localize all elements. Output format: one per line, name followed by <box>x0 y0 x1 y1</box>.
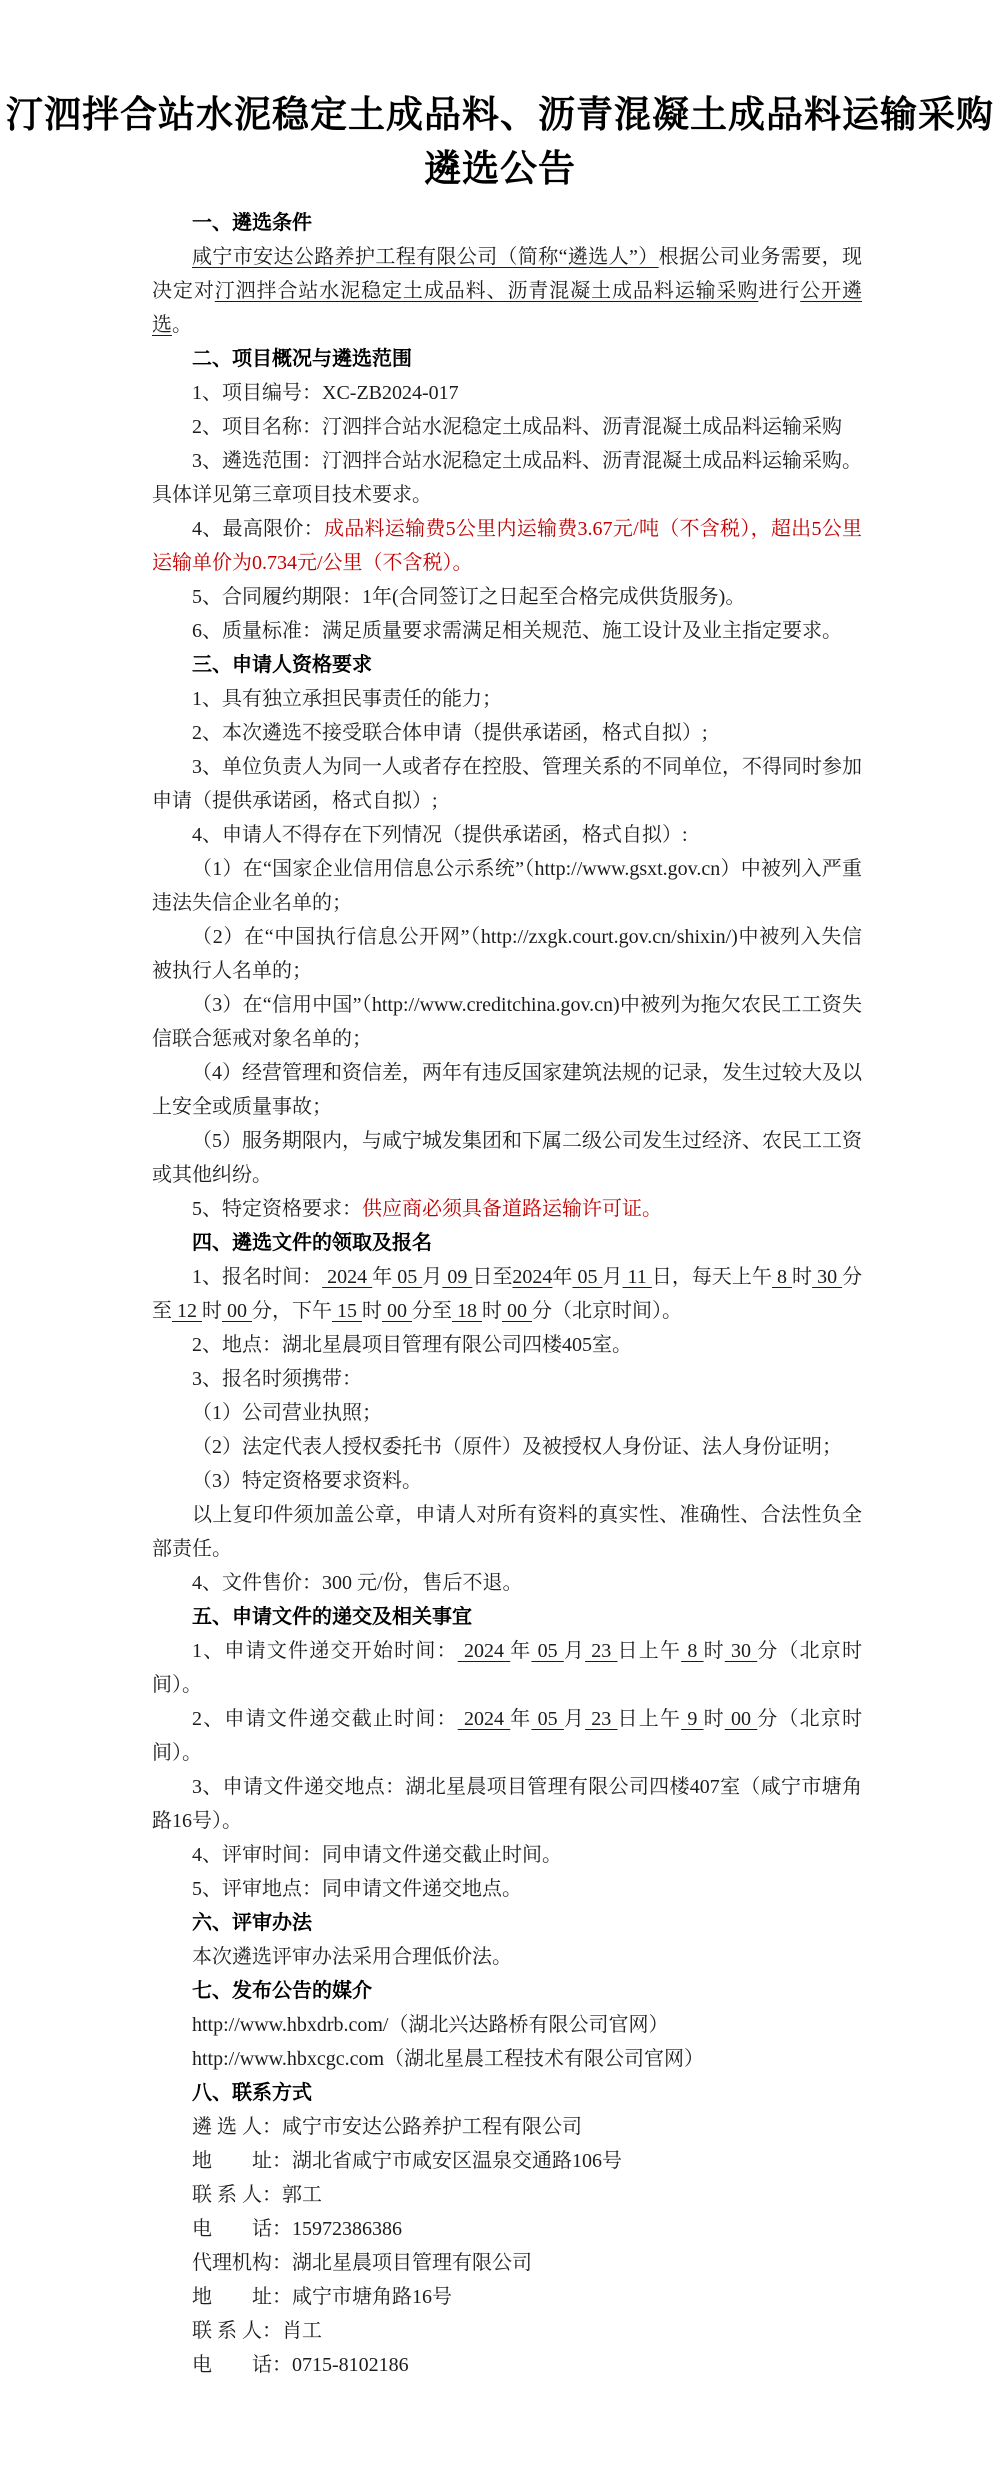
text-run: 分（北京时间）。 <box>152 1708 863 1764</box>
text-run: 月 <box>563 1640 586 1662</box>
text-run: 六、评审办法 <box>192 1912 312 1934</box>
text-run: 一、遴选条件 <box>192 212 312 234</box>
text-run: 4、评审时间：同申请文件递交截止时间。 <box>192 1844 562 1866</box>
text-run: 时 <box>792 1266 813 1288</box>
text-run: 电 话：0715-8102186 <box>192 2354 409 2376</box>
section-heading <box>152 1226 862 1260</box>
text-run: 时 <box>703 1640 725 1662</box>
paragraph <box>152 1634 862 1702</box>
text-run: 分（北京时间）。 <box>152 1640 863 1696</box>
text-run: 5、合同履约期限：1年(合同签订之日起至合格完成供货服务)。 <box>192 586 746 608</box>
underlined-text: 公开遴选 <box>152 280 863 336</box>
underlined-text: 2024 <box>457 1708 511 1730</box>
underlined-text: 00 <box>222 1300 252 1322</box>
text-run: 地 址：湖北省咸宁市咸安区温泉交通路106号 <box>192 2150 622 2172</box>
paragraph <box>152 1430 862 1464</box>
text-run: 月 <box>422 1266 443 1288</box>
section-heading <box>152 1600 862 1634</box>
text-run: 年 <box>510 1640 532 1662</box>
text-run: 八、联系方式 <box>192 2082 312 2104</box>
text-run: 5、评审地点：同申请文件递交地点。 <box>192 1878 522 1900</box>
text-run: 日上午 <box>617 1640 682 1662</box>
text-run: 1、申请文件递交开始时间： <box>192 1640 458 1662</box>
section-heading <box>152 1974 862 2008</box>
red-highlight-text: 供应商必须具备道路运输许可证。 <box>362 1198 662 1220</box>
underlined-text: 12 <box>172 1300 202 1322</box>
paragraph <box>152 2178 862 2212</box>
paragraph <box>152 852 862 920</box>
underlined-text: 05 <box>392 1266 423 1288</box>
paragraph <box>152 512 862 580</box>
underlined-text: 11 <box>622 1266 652 1288</box>
text-run: （3）在“信用中国”（http://www.creditchina.gov.cn)中被列为拖欠农民工工资失信联合惩戒对象名单的； <box>152 994 862 1050</box>
text-run: 联 系 人：肖工 <box>192 2320 322 2342</box>
paragraph <box>152 1464 862 1498</box>
underlined-text: 9 <box>681 1708 704 1730</box>
text-run: 2、申请文件递交截止时间： <box>192 1708 458 1730</box>
red-highlight-text: 成品料运输费5公里内运输费3.67元/吨（不含税），超出5公里运输单价为0.734元/公里（不含税）。 <box>152 518 863 574</box>
underlined-text: 汀泗拌合站水泥稳定土成品料、沥青混凝土成品料运输采购 <box>214 280 759 302</box>
paragraph <box>152 2314 862 2348</box>
paragraph <box>152 1498 862 1566</box>
text-run: 四、遴选文件的领取及报名 <box>192 1232 432 1254</box>
underlined-text: 2024 <box>512 1266 553 1288</box>
underlined-text: 00 <box>502 1300 532 1322</box>
paragraph <box>152 1056 862 1124</box>
underlined-text: 18 <box>452 1300 482 1322</box>
section-heading <box>152 206 862 240</box>
underlined-text: 00 <box>724 1708 758 1730</box>
text-run: （4）经营管理和资信差，两年有违反国家建筑法规的记录，发生过较大及以上安全或质量事故； <box>152 1062 862 1118</box>
text-run: 。 <box>172 314 192 336</box>
text-run: 2、项目名称：汀泗拌合站水泥稳定土成品料、沥青混凝土成品料运输采购 <box>192 416 842 438</box>
text-run: 时 <box>703 1708 725 1730</box>
text-run: 分，下午 <box>252 1300 332 1322</box>
text-run: 五、申请文件的递交及相关事宜 <box>192 1606 472 1628</box>
text-run: http://www.hbxcgc.com（湖北星晨工程技术有限公司官网） <box>192 2048 705 2070</box>
text-run: 以上复印件须加盖公章，申请人对所有资料的真实性、准确性、合法性负全部责任。 <box>152 1504 862 1560</box>
paragraph <box>152 988 862 1056</box>
text-run: 时 <box>202 1300 222 1322</box>
underlined-text: 30 <box>812 1266 843 1288</box>
text-run: 联 系 人：郭工 <box>192 2184 322 2206</box>
underlined-text: 2024 <box>457 1640 511 1662</box>
paragraph <box>152 1940 862 1974</box>
section-heading <box>152 1906 862 1940</box>
paragraph <box>152 1566 862 1600</box>
text-run: 3、遴选范围：汀泗拌合站水泥稳定土成品料、沥青混凝土成品料运输采购。具体详见第三章项目技术要求。 <box>152 450 862 506</box>
underlined-text: 23 <box>585 1708 618 1730</box>
paragraph <box>152 444 862 512</box>
text-run: 3、单位负责人为同一人或者存在控股、管理关系的不同单位，不得同时参加申请（提供承诺函，格式自拟）; <box>152 756 862 812</box>
text-run: 三、申请人资格要求 <box>192 654 372 676</box>
section-heading <box>152 342 862 376</box>
text-run: 年 <box>510 1708 532 1730</box>
paragraph <box>152 2110 862 2144</box>
text-run: 地 址：咸宁市塘角路16号 <box>192 2286 452 2308</box>
text-run: 5、特定资格要求： <box>192 1198 362 1220</box>
paragraph <box>152 1260 862 1328</box>
paragraph <box>152 1362 862 1396</box>
paragraph <box>152 410 862 444</box>
text-run: 1、报名时间： <box>192 1266 323 1288</box>
paragraph <box>152 2348 862 2382</box>
text-run: 月 <box>563 1708 586 1730</box>
paragraph <box>152 716 862 750</box>
text-run: 代理机构：湖北星晨项目管理有限公司 <box>192 2252 532 2274</box>
text-run: 4、最高限价： <box>192 518 324 540</box>
underlined-text: 8 <box>681 1640 704 1662</box>
text-run: 年 <box>552 1266 573 1288</box>
text-run: 时 <box>482 1300 502 1322</box>
underlined-text: 23 <box>585 1640 618 1662</box>
text-run: （3）特定资格要求资料。 <box>192 1470 422 1492</box>
paragraph <box>152 818 862 852</box>
text-run: 1、具有独立承担民事责任的能力； <box>192 688 502 710</box>
paragraph <box>152 1838 862 1872</box>
text-run: 月 <box>602 1266 623 1288</box>
paragraph <box>152 614 862 648</box>
paragraph <box>152 1396 862 1430</box>
underlined-text: 15 <box>332 1300 362 1322</box>
text-run: （5）服务期限内，与咸宁城发集团和下属二级公司发生过经济、农民工工资或其他纠纷。 <box>152 1130 862 1186</box>
paragraph <box>152 240 862 342</box>
text-run: 二、项目概况与遴选范围 <box>192 348 412 370</box>
paragraph <box>152 2280 862 2314</box>
text-run: 本次遴选评审办法采用合理低价法。 <box>192 1946 512 1968</box>
paragraph <box>152 376 862 410</box>
paragraph <box>152 2144 862 2178</box>
text-run: 1、项目编号：XC-ZB2024-017 <box>192 382 459 404</box>
paragraph <box>152 1192 862 1226</box>
paragraph <box>152 1702 862 1770</box>
text-run: 根据公司业务需要，现决定对 <box>152 246 862 302</box>
text-run: 日上午 <box>617 1708 682 1730</box>
page-title: 汀泗拌合站水泥稳定土成品料、沥青混凝土成品料运输采购遴选公告 <box>6 94 994 189</box>
text-run: （2）在“中国执行信息公开网”（http://zxgk.court.gov.cn/shixin/)中被列入失信被执行人名单的； <box>152 926 862 982</box>
text-run: 分至 <box>152 1266 863 1322</box>
text-run: 3、报名时须携带： <box>192 1368 362 1390</box>
text-run: （1）在“国家企业信用信息公示系统”（http://www.gsxt.gov.cn）中被列入严重违法失信企业名单的； <box>152 858 862 914</box>
paragraph <box>152 2212 862 2246</box>
paragraph <box>152 682 862 716</box>
underlined-text: 00 <box>382 1300 412 1322</box>
underlined-text: 咸宁市安达公路养护工程有限公司（简称“遴选人”） <box>192 246 659 268</box>
text-run: 4、申请人不得存在下列情况（提供承诺函，格式自拟）: <box>192 824 688 846</box>
text-run: 日至 <box>472 1266 513 1288</box>
paragraph <box>152 2008 862 2042</box>
paragraph <box>152 920 862 988</box>
text-run: （2）法定代表人授权委托书（原件）及被授权人身份证、法人身份证明； <box>192 1436 842 1458</box>
underlined-text: 09 <box>442 1266 473 1288</box>
text-run: 时 <box>362 1300 382 1322</box>
text-run: 进行 <box>758 280 801 302</box>
paragraph <box>152 1770 862 1838</box>
paragraph <box>152 1124 862 1192</box>
text-run: 遴 选 人：咸宁市安达公路养护工程有限公司 <box>192 2116 582 2138</box>
underlined-text: 05 <box>531 1708 564 1730</box>
paragraph <box>152 1872 862 1906</box>
document-body <box>152 206 862 2382</box>
section-heading <box>152 2076 862 2110</box>
text-run: 2、地点：湖北星晨项目管理有限公司四楼405室。 <box>192 1334 632 1356</box>
text-run: 4、文件售价：300 元/份，售后不退。 <box>192 1572 523 1594</box>
paragraph <box>152 1328 862 1362</box>
paragraph <box>152 2042 862 2076</box>
text-run: 2、本次遴选不接受联合体申请（提供承诺函，格式自拟）; <box>192 722 708 744</box>
paragraph <box>152 2246 862 2280</box>
paragraph <box>152 750 862 818</box>
text-run: 七、发布公告的媒介 <box>192 1980 372 2002</box>
text-run: 电 话：15972386386 <box>192 2218 402 2240</box>
section-heading <box>152 648 862 682</box>
text-run: 6、质量标准：满足质量要求需满足相关规范、施工设计及业主指定要求。 <box>192 620 842 642</box>
text-run: 3、申请文件递交地点：湖北星晨项目管理有限公司四楼407室（咸宁市塘角路16号）。 <box>152 1776 862 1832</box>
underlined-text: 05 <box>531 1640 564 1662</box>
underlined-text: 30 <box>724 1640 758 1662</box>
text-run: （1）公司营业执照； <box>192 1402 382 1424</box>
text-run: 年 <box>372 1266 393 1288</box>
underlined-text: 8 <box>771 1266 793 1288</box>
text-run: 日，每天上午 <box>651 1266 772 1288</box>
text-run: 分至 <box>412 1300 452 1322</box>
text-run: 分（北京时间）。 <box>532 1300 682 1322</box>
underlined-text: 2024 <box>322 1266 373 1288</box>
underlined-text: 05 <box>572 1266 603 1288</box>
text-run: http://www.hbxdrb.com/（湖北兴达路桥有限公司官网） <box>192 2014 669 2036</box>
paragraph <box>152 580 862 614</box>
